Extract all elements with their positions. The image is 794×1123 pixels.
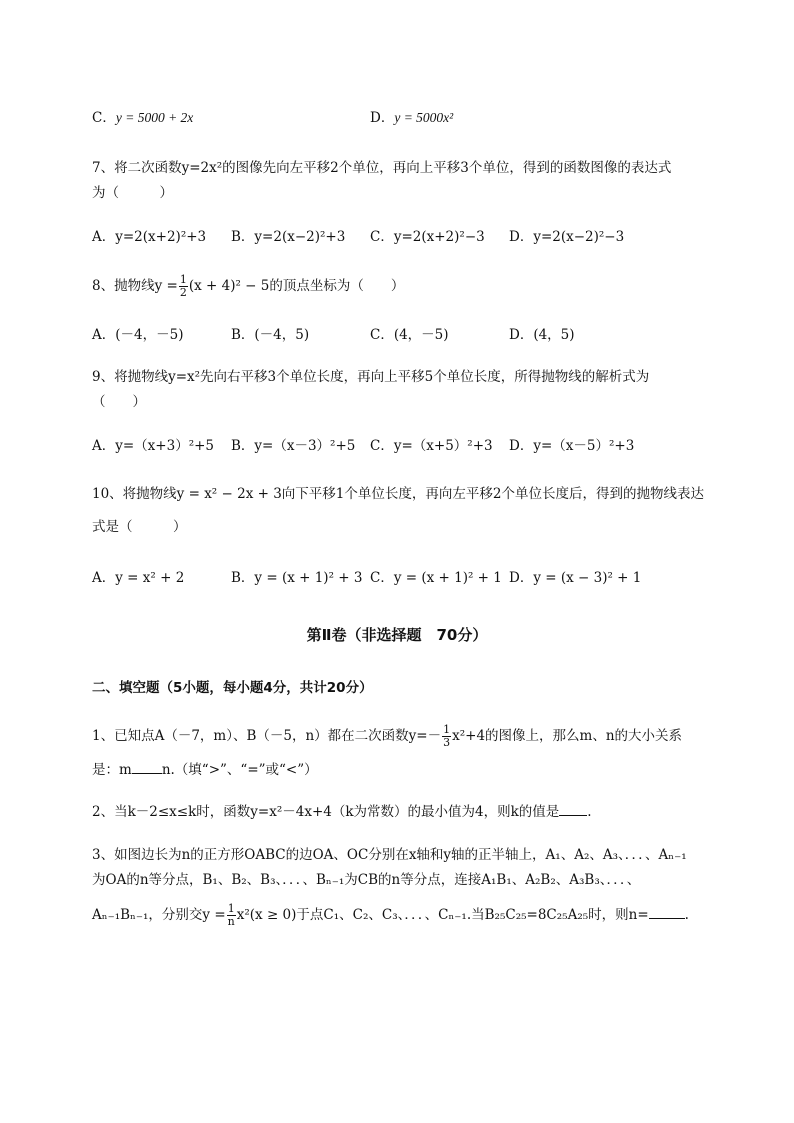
q8-stem: 8、抛物线y = $\frac{1}{2}$ (x + 4)² − 5的顶点坐标为（ ） bbox=[92, 273, 405, 299]
q10-option-c: C．y = (x + 1)² + 1 bbox=[370, 570, 502, 586]
q6-option-c: C．y = 5000 + 2x bbox=[92, 110, 194, 126]
q10-stem-line2: 式是（ ） bbox=[92, 519, 187, 535]
q8-option-b: B．(－4，5) bbox=[231, 327, 310, 343]
fill2-answer-blank[interactable] bbox=[559, 801, 587, 816]
q9-option-b: B．y=（x－3）²+5 bbox=[231, 438, 356, 454]
q7-option-c: C．y=2(x+2)²−3 bbox=[370, 229, 485, 245]
fill1-answer-blank[interactable] bbox=[132, 759, 162, 774]
q9-option-d: D．y=（x－5）²+3 bbox=[509, 438, 635, 454]
q9-stem-line1: 9、将抛物线y=x²先向右平移3个单位长度，再向上平移5个单位长度，所得抛物线的解析式为 bbox=[92, 369, 650, 385]
fill-blank-section-heading: 二、填空题（5小题，每小题4分，共计20分） bbox=[92, 680, 373, 696]
q9-stem-line2: （ ） bbox=[92, 394, 146, 410]
fill3-stem-line2: 为OA的n等分点，B₁、B₂、B₃、．．．、Bₙ₋₁为CB的n等分点，连接A₁B₁、A₂B₂、A₃B₃、．．．、 bbox=[92, 872, 641, 888]
q7-stem-line2: 为（ ） bbox=[92, 185, 173, 201]
q9-option-c: C．y=（x+5）²+3 bbox=[370, 438, 493, 454]
fill3-fraction: $\frac{1}{n}$ bbox=[227, 902, 235, 928]
fill3-stem-line3: Aₙ₋₁Bₙ₋₁，分别交y = $\frac{1}{n}$ x²(x ≥ 0)于点C₁、C₂、C₃、．．．、Cₙ₋₁.当B₂₅C₂₅=8C₂₅A₂₅时，则n= . bbox=[92, 902, 689, 928]
q7-option-d: D．y=2(x−2)²−3 bbox=[509, 229, 625, 245]
fill1-stem-line2: 是：m n.（填“>”、“=”或“<”） bbox=[92, 759, 318, 780]
q10-option-a: A．y = x² + 2 bbox=[92, 570, 185, 586]
q9-option-a: A．y=（x+3）²+5 bbox=[92, 438, 215, 454]
part2-title: 第Ⅱ卷（非选择题 70分） bbox=[306, 626, 488, 644]
q10-option-b: B．y = (x + 1)² + 3 bbox=[231, 570, 363, 586]
fill2-stem: 2、当k－2≤x≤k时，函数y=x²－4x+4（k为常数）的最小值为4，则k的值是 . bbox=[92, 801, 592, 822]
q7-stem-line1: 7、将二次函数y=2x²的图像先向左平移2个单位，再向上平移3个单位，得到的函数图像的表达式 bbox=[92, 160, 672, 176]
fill3-stem-line1: 3、如图边长为n的正方形OABC的边OA、OC分别在x轴和y轴的正半轴上，A₁、A₂、A₃、．．．、Aₙ₋₁ bbox=[92, 847, 687, 863]
q8-option-a: A．(－4，－5) bbox=[92, 327, 184, 343]
q10-option-d: D．y = (x − 3)² + 1 bbox=[509, 570, 642, 586]
q8-option-d: D．(4，5) bbox=[509, 327, 575, 343]
q8-option-c: C．(4，－5) bbox=[370, 327, 449, 343]
fill1-fraction: $\frac{1}{3}$ bbox=[443, 723, 451, 749]
q8-fraction: $\frac{1}{2}$ bbox=[179, 273, 187, 299]
fill1-stem-line1: 1、已知点A（－7，m）、B（－5，n）都在二次函数y=－ $\frac{1}{3}$ x²+4的图像上，那么m、n的大小关系 bbox=[92, 723, 683, 749]
q7-option-a: A．y=2(x+2)²+3 bbox=[92, 229, 207, 245]
q6-option-d: D．y = 5000x² bbox=[370, 110, 454, 126]
q7-option-b: B．y=2(x−2)²+3 bbox=[231, 229, 346, 245]
q10-stem-line1: 10、将抛物线y = x² − 2x + 3向下平移1个单位长度，再向左平移2个单位长度后，得到的抛物线表达 bbox=[92, 486, 704, 502]
fill3-answer-blank[interactable] bbox=[649, 904, 685, 919]
